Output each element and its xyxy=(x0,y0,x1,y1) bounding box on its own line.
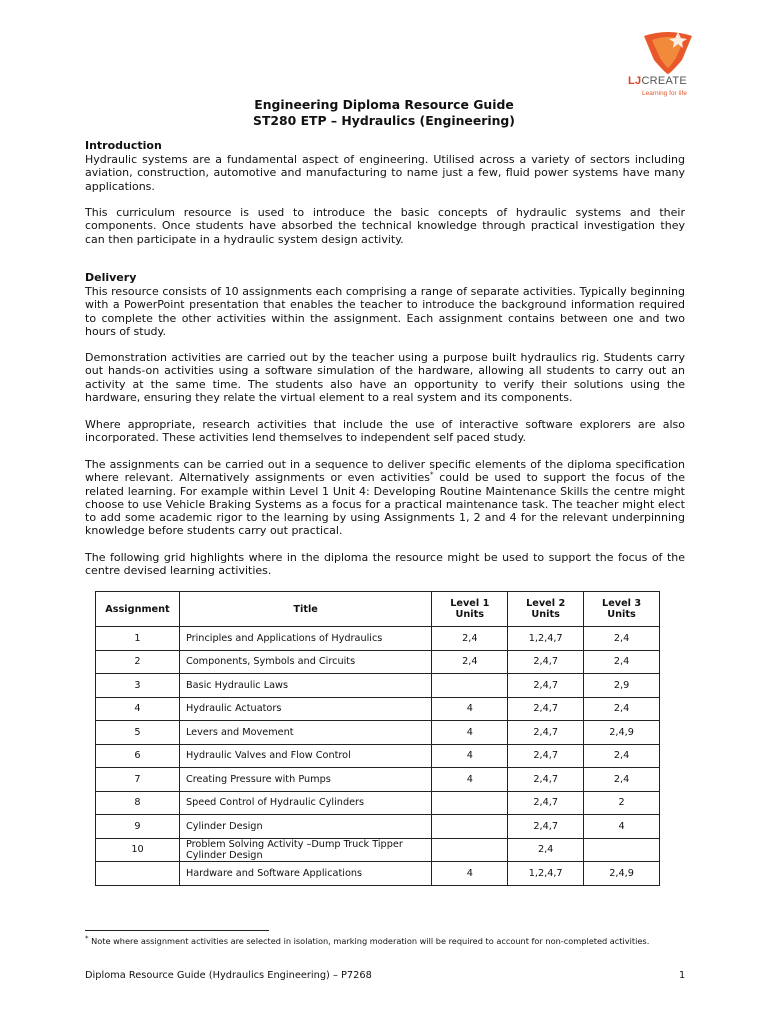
cell-level-3: 2,4 xyxy=(584,650,660,674)
table-row xyxy=(96,697,660,721)
table-row xyxy=(96,815,660,839)
table-row xyxy=(96,791,660,815)
cell-assignment: 9 xyxy=(96,815,180,839)
cell-level-2: 2,4,7 xyxy=(508,650,584,674)
cell-level-1: 2,4 xyxy=(432,627,508,651)
table-header-row xyxy=(96,592,660,627)
cell-assignment xyxy=(96,862,180,886)
cell-level-3: 2,9 xyxy=(584,674,660,698)
header-assignment: Assignment xyxy=(96,592,180,627)
delivery-paragraph-3: Where appropriate, research activities that include the use of interactive software explorers are also incorporated. These activities lend themselves to independent self paced study. xyxy=(85,418,685,445)
footnote-divider xyxy=(85,930,269,931)
header-level-1-line-2: Units xyxy=(455,609,485,620)
table-row xyxy=(96,838,660,862)
cell-level-2: 2,4,7 xyxy=(508,721,584,745)
cell-assignment: 6 xyxy=(96,744,180,768)
header-title: Title xyxy=(179,592,431,627)
table-row xyxy=(96,674,660,698)
lj-create-logo xyxy=(628,30,720,102)
header-level-1-line-1: Level 1 xyxy=(450,598,490,609)
header-level-3-line-2: Units xyxy=(607,609,636,620)
cell-level-1: 2,4 xyxy=(432,650,508,674)
footnote-mark: * xyxy=(85,934,89,943)
cell-title: Hydraulic Actuators xyxy=(179,697,431,721)
header-level-2-line-1: Level 2 xyxy=(526,598,566,609)
cell-level-2: 2,4,7 xyxy=(508,697,584,721)
cell-assignment: 1 xyxy=(96,627,180,651)
delivery-paragraph-5: The following grid highlights where in the diploma the resource might be used to support the focus of the centre devised learning activities. xyxy=(85,551,685,578)
cell-title: Basic Hydraulic Laws xyxy=(179,674,431,698)
cell-assignment: 4 xyxy=(96,697,180,721)
cell-level-2: 1,2,4,7 xyxy=(508,862,584,886)
delivery-paragraph-1: This resource consists of 10 assignments each comprising a range of separate activities. Typically beginning with a PowerPoint presentation that enables the teacher to introduce the background information required to complete the other activities within the assignment. Each assignment contains between one and two hours of study. xyxy=(85,285,685,338)
cell-assignment: 7 xyxy=(96,768,180,792)
cell-assignment: 5 xyxy=(96,721,180,745)
logo-wordmark xyxy=(628,75,687,87)
cell-title: Hardware and Software Applications xyxy=(179,862,431,886)
page-number: 1 xyxy=(679,970,686,981)
cell-level-1: 4 xyxy=(432,697,508,721)
header-level-3 xyxy=(584,592,660,627)
cell-level-3: 2,4 xyxy=(584,627,660,651)
logo-wordmark-create: CREATE xyxy=(641,75,688,87)
footnote-reference: * xyxy=(429,470,434,479)
cell-level-2: 2,4,7 xyxy=(508,791,584,815)
header-level-1 xyxy=(432,592,508,627)
table-row xyxy=(96,627,660,651)
cell-level-3: 2 xyxy=(584,791,660,815)
cell-title: Levers and Movement xyxy=(179,721,431,745)
cell-title: Principles and Applications of Hydraulics xyxy=(179,627,431,651)
document-title: Engineering Diploma Resource Guide xyxy=(254,97,514,112)
cell-title: Problem Solving Activity –Dump Truck Tipper Cylinder Design xyxy=(179,838,431,862)
delivery-paragraph-4-end: could be used to support the focus of the related learning. For example within Level 1 Unit 4: Developing Routine Maintenance Skills the centre might choose to use Vehicle Braking Systems as a focus for a practical maintenance task. The teacher might elect to add some academic rigor to the learning by using Assignments 1, 2 and 4 for the relevant underpinning knowledge before students carry out practical. xyxy=(85,471,686,538)
table-row xyxy=(96,650,660,674)
cell-level-1: 4 xyxy=(432,862,508,886)
cell-assignment: 3 xyxy=(96,674,180,698)
header-level-3-line-1: Level 3 xyxy=(602,598,642,609)
shield-logo-icon xyxy=(638,30,698,76)
cell-level-1 xyxy=(432,838,508,862)
cell-level-2: 2,4,7 xyxy=(508,744,584,768)
cell-level-3: 2,4,9 xyxy=(584,862,660,886)
cell-level-2: 2,4,7 xyxy=(508,768,584,792)
cell-level-3: 2,4 xyxy=(584,768,660,792)
footnote-text: Note where assignment activities are selected in isolation, marking moderation will be required to account for non-completed activities. xyxy=(88,936,650,946)
cell-level-1 xyxy=(432,791,508,815)
cell-level-1: 4 xyxy=(432,768,508,792)
introduction-paragraph-2: This curriculum resource is used to introduce the basic concepts of hydraulic systems and their components. Once students have absorbed the technical knowledge through practical investigation they can then participate in a hydraulic system design activity. xyxy=(85,206,685,246)
delivery-paragraph-4 xyxy=(85,458,685,538)
cell-level-3: 2,4 xyxy=(584,697,660,721)
cell-level-2: 2,4,7 xyxy=(508,815,584,839)
cell-level-2: 2,4,7 xyxy=(508,674,584,698)
cell-level-2: 1,2,4,7 xyxy=(508,627,584,651)
table-row xyxy=(96,744,660,768)
cell-level-3: 2,4 xyxy=(584,744,660,768)
cell-level-3: 2,4,9 xyxy=(584,721,660,745)
cell-level-1 xyxy=(432,674,508,698)
delivery-heading: Delivery xyxy=(85,271,137,284)
table-row xyxy=(96,768,660,792)
cell-assignment: 8 xyxy=(96,791,180,815)
table-row xyxy=(96,721,660,745)
logo-tagline: Learning for life xyxy=(642,90,687,97)
cell-level-1: 4 xyxy=(432,721,508,745)
cell-title: Cylinder Design xyxy=(179,815,431,839)
cell-level-1: 4 xyxy=(432,744,508,768)
page-footer: Diploma Resource Guide (Hydraulics Engineering) – P7268 xyxy=(85,970,372,981)
assignment-units-table xyxy=(95,591,660,886)
document-subtitle: ST280 ETP – Hydraulics (Engineering) xyxy=(253,113,515,128)
introduction-heading: Introduction xyxy=(85,139,162,152)
header-level-2-line-2: Units xyxy=(531,609,560,620)
cell-title: Creating Pressure with Pumps xyxy=(179,768,431,792)
cell-assignment: 2 xyxy=(96,650,180,674)
delivery-paragraph-2: Demonstration activities are carried out by the teacher using a purpose built hydraulics rig. Students carry out hands-on activities using a software simulation of the hardware, allowing all students to carry out an activity at the same time. The students also have an opportunity to verify their solutions using the hardware, ensuring they relate the virtual element to a real system and its components. xyxy=(85,351,685,404)
table-row xyxy=(96,862,660,886)
header-level-2 xyxy=(508,592,584,627)
cell-title: Hydraulic Valves and Flow Control xyxy=(179,744,431,768)
cell-title: Speed Control of Hydraulic Cylinders xyxy=(179,791,431,815)
cell-level-3: 4 xyxy=(584,815,660,839)
footnote xyxy=(85,936,685,947)
cell-level-3 xyxy=(584,838,660,862)
cell-level-2: 2,4 xyxy=(508,838,584,862)
delivery-paragraph-4-start: The assignments can be carried out in a sequence to deliver specific elements of the diploma specification where relevant. Alternatively assignments or even activities xyxy=(85,458,685,485)
cell-assignment: 10 xyxy=(96,838,180,862)
introduction-paragraph-1: Hydraulic systems are a fundamental aspect of engineering. Utilised across a variety of sectors including aviation, construction, automotive and manufacturing to name just a few, fluid power systems have many applications. xyxy=(85,153,685,193)
logo-wordmark-lj: LJ xyxy=(628,75,642,87)
cell-title: Components, Symbols and Circuits xyxy=(179,650,431,674)
cell-level-1 xyxy=(432,815,508,839)
